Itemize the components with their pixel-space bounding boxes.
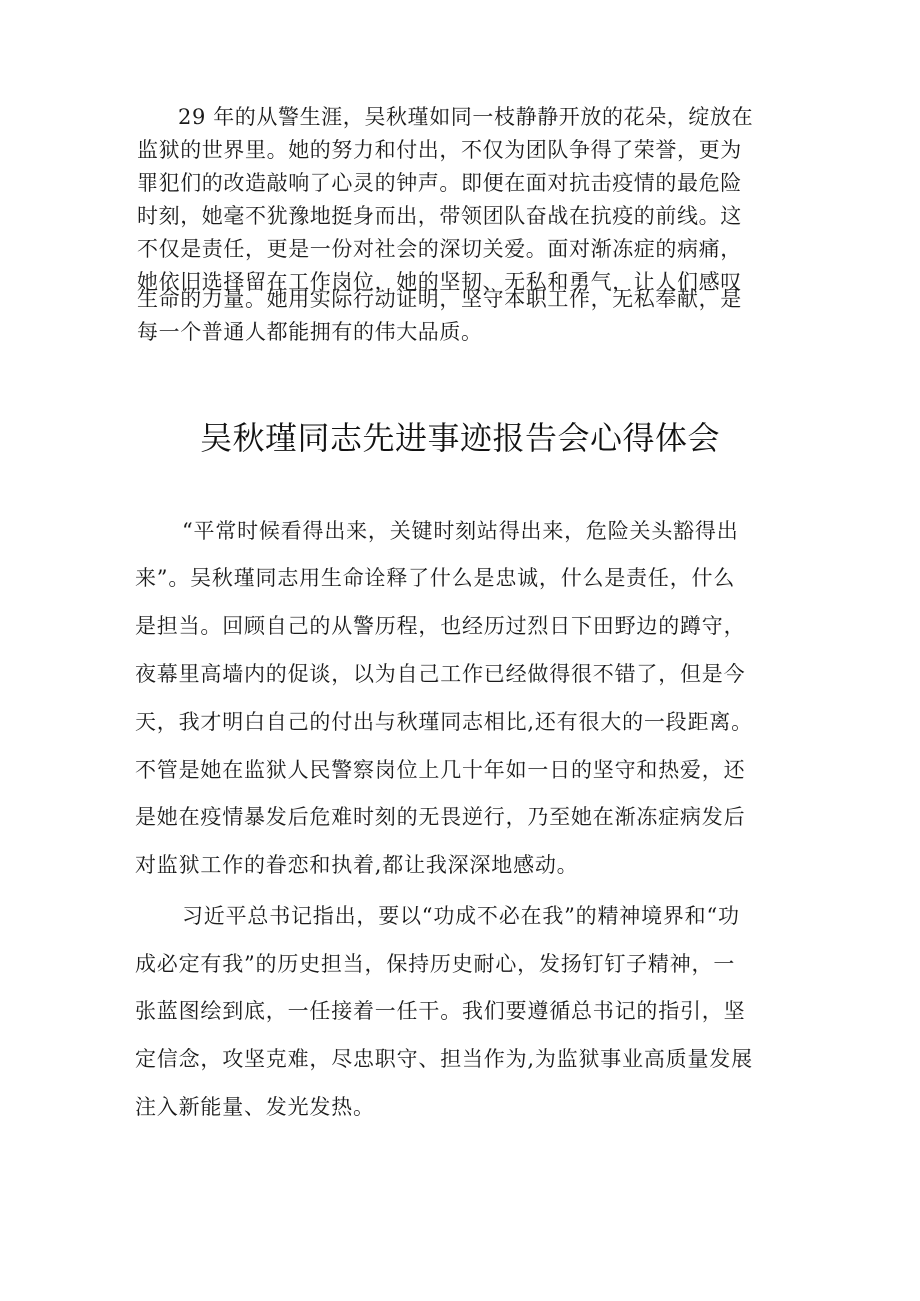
text-line: 是担当。回顾自己的从警历程，也经历过烈日下田野边的蹲守， [135, 614, 746, 638]
text-line: 天，我才明白自己的付出与秋瑾同志相比,还有很大的一段距离。 [135, 710, 753, 734]
text-line: 每一个普通人都能拥有的伟大品质。 [137, 320, 483, 344]
text-line: 时刻，她毫不犹豫地挺身而出，带领团队奋战在抗疫的前线。这 [137, 204, 742, 228]
text-line: 张蓝图绘到底，一任接着一任干。我们要遵循总书记的指引，坚 [135, 999, 746, 1023]
text-line: 定信念，攻坚克难，尽忠职守、担当作为,为监狱事业高质量发展 [135, 1047, 753, 1071]
text-line: 29 年的从警生涯，吴秋瑾如同一枝静静开放的花朵，绽放在 [178, 105, 754, 129]
text-line: 注入新能量、发光发热。 [135, 1095, 375, 1119]
text-line: 对监狱工作的眷恋和执着,都让我深深地感动。 [135, 853, 579, 877]
text-line: 夜幕里高墙内的促谈，以为自己工作已经做得很不错了，但是今 [135, 662, 746, 686]
text-line: “平常时候看得出来，关键时刻站得出来，危险关头豁得出 [182, 519, 739, 543]
text-line: 成必定有我”的历史担当，保持历史耐心，发扬钉钉子精神，一 [135, 952, 736, 976]
text-line: 来”。吴秋瑾同志用生命诠释了什么是忠诚，什么是责任，什么 [135, 566, 736, 590]
text-line: 不管是她在监狱人民警察岗位上几十年如一日的坚守和热爱，还 [135, 758, 746, 782]
text-line: 是她在疫情暴发后危难时刻的无畏逆行，乃至她在渐冻症病发后 [135, 805, 746, 829]
text-line: 监狱的世界里。她的努力和付出，不仅为团队争得了荣誉，更为 [137, 138, 742, 162]
text-line: 习近平总书记指出，要以“功成不必在我”的精神境界和“功 [182, 904, 740, 928]
page-title: 吴秋瑾同志先进事迹报告会心得体会 [199, 419, 720, 457]
text-line: 罪犯们的改造敲响了心灵的钟声。即便在面对抗击疫情的最危险 [137, 171, 742, 195]
text-line: 生命的力量。她用实际行动证明，坚守本职工作，无私奉献，是 [137, 287, 742, 311]
text-line: 她依旧选择留在工作岗位，她的坚韧、无私和勇气，让人们感叹 [137, 270, 742, 294]
text-line: 不仅是责任，更是一份对社会的深切关爱。面对渐冻症的病痛， [137, 237, 742, 261]
